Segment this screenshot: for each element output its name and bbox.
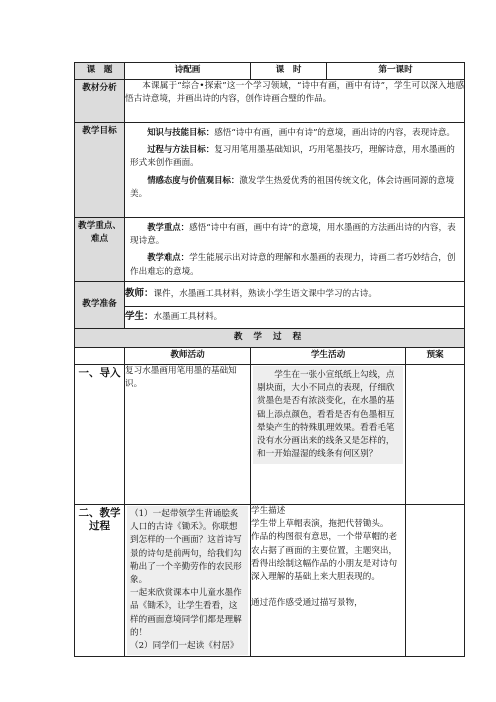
stage-teacher-cell bbox=[125, 505, 251, 657]
focus-block bbox=[125, 221, 464, 248]
stage-student: 学生描述 学生带上草帽表演，拖把代替锄头。 作品的构图很有意思，一个带草帽的老农占据了画面的主要位置，主题突出，看得出绘制这幅作品的小朋友是对诗句深入理解的基础上来大胆表现的。 通过范作感受通过描写景物， bbox=[251, 505, 406, 657]
prep-student-text: 水墨画工具材料。 bbox=[153, 312, 223, 323]
keypoints-label: 教学重点、难点 bbox=[75, 218, 125, 282]
goal-knowledge-text: 感悟“诗中有画，画中有诗”的意境，画出诗的内容，表现诗意。 bbox=[214, 128, 456, 138]
process-title: 教 学 过 程 bbox=[75, 329, 465, 348]
stage-row bbox=[75, 365, 465, 505]
stage-name: 一、导入 bbox=[75, 365, 125, 505]
prep-teacher-text: 课件，水墨画工具材料，熟读小学生语文课中学习的古诗。 bbox=[153, 288, 377, 299]
teacher-col-header: 教师活动 bbox=[125, 348, 251, 365]
process-title-row bbox=[75, 329, 465, 348]
goals-row bbox=[75, 123, 465, 218]
process-columns-row bbox=[75, 348, 465, 365]
header-row bbox=[75, 63, 465, 80]
goals-label: 教学目标 bbox=[75, 123, 125, 218]
keypoints-row bbox=[75, 218, 465, 282]
prep-student-title: 学生： bbox=[125, 311, 154, 323]
plan-col-header: 预案 bbox=[406, 348, 465, 365]
stage-plan bbox=[406, 505, 465, 657]
goals-content bbox=[125, 123, 465, 218]
topic-label: 课 题 bbox=[75, 63, 125, 80]
time-label: 课 时 bbox=[251, 63, 327, 80]
analysis-row bbox=[75, 80, 465, 123]
stage-row bbox=[75, 505, 465, 657]
topic-value: 诗配画 bbox=[125, 63, 251, 80]
goal-process bbox=[125, 143, 464, 170]
goal-emotion bbox=[125, 174, 464, 201]
goal-emotion-title: 情感态度与价值观目标： bbox=[147, 174, 240, 185]
keypoints-content bbox=[125, 218, 465, 282]
goal-process-title: 过程与方法目标： bbox=[147, 144, 215, 155]
stage-teacher: （1）一起带领学生背诵脍炙人口的古诗《锄禾》。你联想到怎样的一个画面？这首诗写景的诗句是前两句，给我们勾勒出了一个辛勤劳作的农民形象。 一起来欣赏课本中儿童水墨作品《锄禾》，让学生看看，这样的画面意境同学们都是理解的！ （2）同学们一起读《村居》 bbox=[127, 506, 248, 655]
time-value: 第一课时 bbox=[327, 63, 465, 80]
stage-plan bbox=[406, 365, 465, 505]
stage-col-header bbox=[75, 348, 125, 365]
goal-process-text: 复习用笔用墨基础知识，巧用笔墨技巧，理解诗意，用水墨画的形式来创作画面。 bbox=[130, 145, 455, 169]
stage-student: 学生在一张小宣纸纸上勾线，点剔块面，大小不同点的表现，仔细欣赏墨色是否有浓淡变化，在水墨的基础上添点颜色，看看是否有色墨相互晕染产生的特殊肌理效果。看看毛笔没有水分画出来的线条又是怎样的，和一开始湿湿的线条有何区别？ bbox=[253, 366, 403, 464]
focus-title: 教学重点： bbox=[147, 222, 190, 232]
student-col-header: 学生活动 bbox=[251, 348, 406, 365]
lesson-plan-table bbox=[74, 62, 465, 657]
difficulty-block bbox=[125, 251, 464, 278]
goal-knowledge bbox=[125, 126, 464, 140]
stage-name: 二、教学过程 bbox=[75, 505, 125, 657]
prep-student bbox=[125, 307, 465, 329]
goal-knowledge-title: 知识与技能目标： bbox=[147, 127, 215, 137]
stage-teacher: 复习水墨画用笔用墨的基础知识。 bbox=[125, 365, 251, 505]
goal-emotion-text: 激发学生热爱优秀的祖国传统文化，体会诗画同源的意境美。 bbox=[130, 175, 455, 199]
prep-teacher bbox=[125, 282, 465, 307]
prep-student-row bbox=[75, 307, 465, 329]
analysis-text: 本课属于“综合•探索”这一个学习领域，“诗中有画，画中有诗”，学生可以深入地感悟古诗意境，并画出诗的内容，创作诗画合璧的作品。 bbox=[125, 80, 465, 123]
stage-student-cell bbox=[251, 365, 406, 505]
prep-teacher-row bbox=[75, 282, 465, 307]
analysis-label: 教材分析 bbox=[75, 80, 125, 123]
prep-teacher-title: 教师： bbox=[125, 287, 154, 299]
focus-text: 感悟“诗中有画，画中有诗”的意境，用水墨画的方法画出诗的内容，表现诗意。 bbox=[130, 223, 456, 247]
difficulty-title: 教学难点： bbox=[147, 252, 190, 263]
prep-label: 教学准备 bbox=[75, 282, 125, 329]
difficulty-text: 学生能展示出对诗意的理解和水墨画的表现力，诗画二者巧妙结合，创作出难忘的意境。 bbox=[130, 253, 456, 277]
